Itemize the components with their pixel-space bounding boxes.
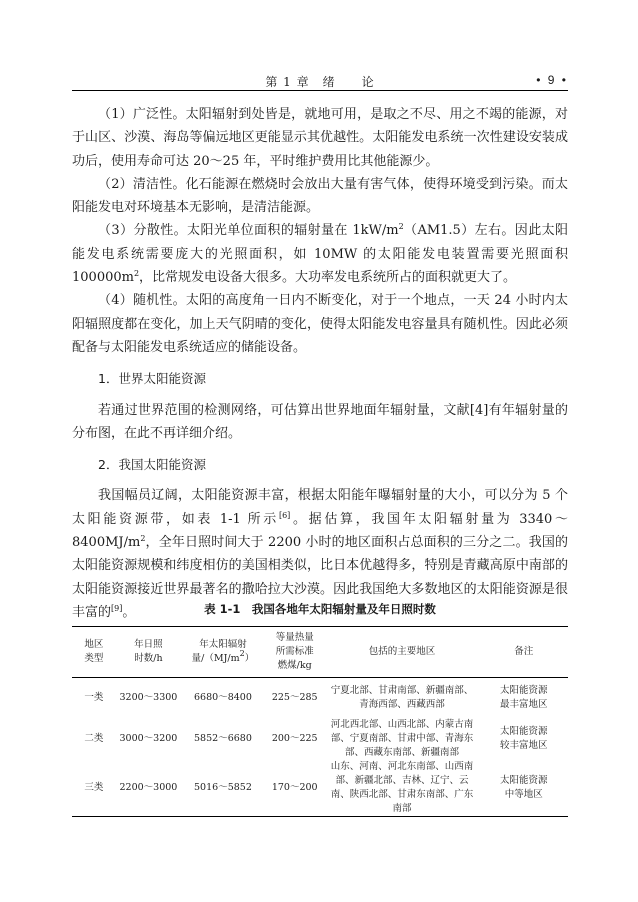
cell-note [479,718,568,760]
cell-hours: 3200～3300 [119,692,178,703]
paragraph-breadth: （1）广泛性。太阳辐射到处皆是，就地可用，是取之不尽、用之不竭的能源，对于山区、沙漠、海岛等偏远地区更能显示其优越性。太阳能发电系统一次性建设安装成功后，使用寿命可达 20～25 年，平时维护费用比其他能源少。 [72,107,568,169]
page-header [72,70,568,91]
cell-coal: 200～225 [271,733,318,744]
note-text: 较丰富地区 [499,740,548,751]
cell-radiation: 6680～8400 [194,692,252,703]
table-row [72,760,568,817]
header-main-regions: 包括的主要地区 [368,646,436,657]
citation-6: [6] [278,510,291,520]
text-span: ，全年日照时间大于 2200 小时的地区面积占总面积的三分之二。我国的太阳能资源规模和纬度相仿的美国相类似，比日本优越得多，特别是青藏高原中南部的太阳能资源接近世界最著名的撒哈拉大沙漠。因此我国绝大多数地区的太阳能资源是很丰富的 [72,535,568,620]
text-span: 。 [122,604,136,620]
header-sunshine-hours [116,627,181,678]
header-text: 燃煤/kg [277,660,312,671]
superscript: 2 [133,269,140,279]
paragraph-world-resources: 若通过世界范围的检测网络，可估算出世界地面年辐射量，文献[4]有年辐射量的分布图，在此不再详细介绍。 [72,402,568,441]
header-text: 所需标准 [275,646,314,657]
paragraph-randomness: （4）随机性。太阳的高度角一日内不断变化，对于一个地点，一天 24 小时内太阳辐照度都在变化，加上天气阴晴的变化，使得太阳能发电容量具有随机性。因此必须配备与太阳能发电系统适应的储能设备。 [72,293,568,355]
superscript: 2 [239,649,245,658]
cell-hours: 2200～3000 [119,782,178,793]
cell-radiation: 5016～5852 [194,782,252,793]
cell-note [479,760,568,817]
citation-9: [9] [111,603,123,613]
header-text: 年日照 [134,639,163,650]
note-text: 太阳能资源 [499,726,548,737]
header-text: 类型 [84,653,104,664]
section-heading-world: 1．世界太阳能资源 [98,371,206,387]
table-row [72,718,568,760]
header-text: 时数/h [134,653,163,664]
text-span: 。据估算，我国年太阳辐射量为 3340～8400MJ/m [72,511,568,551]
note-text: 太阳能资源 [499,685,548,696]
header-coal-equivalent [265,627,325,678]
cell-regions: 宁夏北部、甘肃南部、新疆南部、青海西部、西藏西部 [330,685,474,710]
cell-type: 一类 [84,692,104,703]
page-number: • 9 • [536,73,568,87]
cell-coal: 225～285 [271,692,318,703]
header-text: ） [244,653,255,664]
cell-hours: 3000～3200 [119,733,178,744]
table-row [72,678,568,719]
header-notes: 备注 [514,646,534,657]
cell-coal: 170～200 [271,782,318,793]
header-text: 年太阳辐射 [199,639,247,650]
paragraph-dispersion [72,219,568,289]
cell-radiation: 5852～6680 [194,733,252,744]
body-text [72,103,568,624]
paragraph-cleanliness: （2）清洁性。化石能源在燃烧时会放出大量有害气体，使得环境受到污染。而太阳能发电对环境基本无影响，是清洁能源。 [72,176,568,216]
header-text: 量/（MJ/m [191,653,240,664]
chapter-title: 第 1 章 绪 论 [265,75,375,89]
header-text: 地区 [84,639,104,650]
text-span: （3）分散性。太阳光单位面积的辐射量在 1kW/m [98,223,399,239]
text-span: 我国幅员辽阔，太阳能资源丰富，根据太阳能年曝辐射量的大小，可以分为 5 个太阳能资源带，如表 1-1 所示 [72,488,568,527]
solar-resource-table [72,626,568,817]
cell-note [479,678,568,719]
cell-regions: 山东、河南、河北东南部、山西南部、新疆北部、吉林、辽宁、云南、陕西北部、甘肃东南部、广东南部 [330,761,474,814]
note-text: 中等地区 [504,789,543,800]
table-header-row [72,627,568,678]
table-caption: 表 1-1 我国各地年太阳辐射量及年日照时数 [204,602,436,616]
note-text: 太阳能资源 [499,775,548,786]
cell-regions: 河北西北部、山西北部、内蒙古南部、宁夏南部、甘肃中部、青海东部、西藏东南部、新疆南部 [330,719,474,758]
note-text: 最丰富地区 [499,699,548,710]
text-span: （AM1.5）左右。因此太阳能发电系统需要庞大的光照面积，如 10MW 的太阳能发电装置需要光照面积 100000m [72,223,568,286]
header-text: 等量热量 [275,632,314,643]
cell-type: 二类 [84,733,104,744]
cell-type: 三类 [84,782,104,793]
text-span: ，比常规发电设备大很多。大功率发电系统所占的面积就更大了。 [139,270,517,286]
superscript: 2 [140,534,146,544]
header-region-type [72,627,116,678]
section-heading-china: 2．我国太阳能资源 [98,457,206,473]
header-radiation [181,627,265,678]
superscript: 2 [398,222,404,232]
